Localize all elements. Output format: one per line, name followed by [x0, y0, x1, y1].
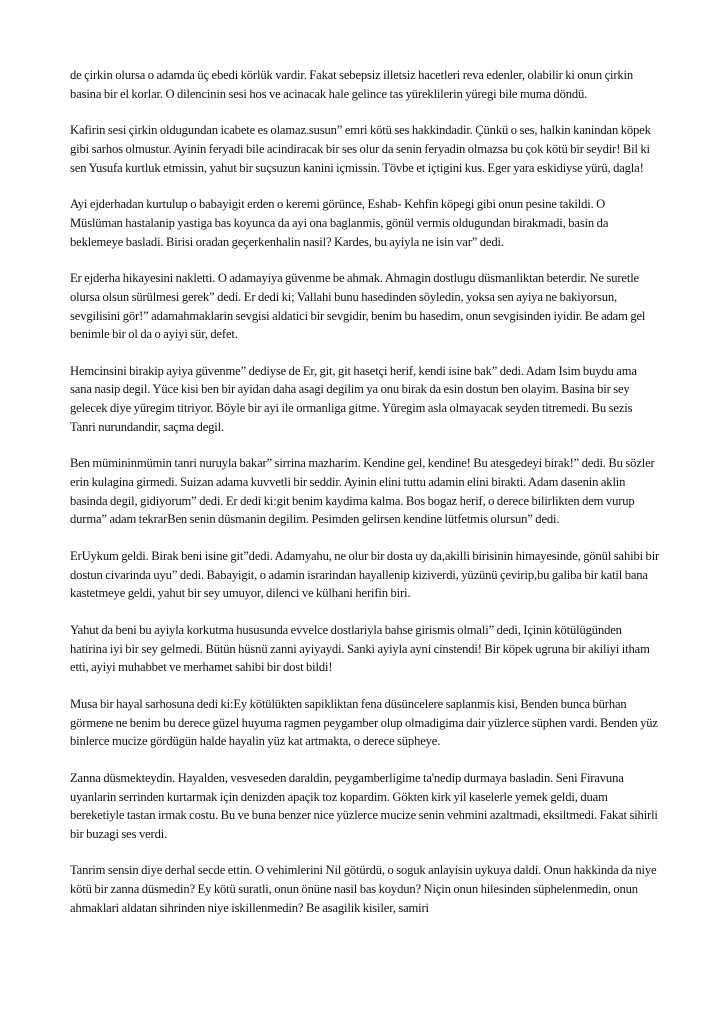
paragraph-1: de çirkin olursa o adamda üç ebedi körlük vardir. Fakat sebepsiz illetsiz hacetleri reva edenler, olabilir ki onun çirkin basina bir el korlar. O dilencinin sesi hos ve acinacak hale gelince tas yüreklilerin yüregi bile muma döndü.	[70, 68, 634, 101]
paragraph-11: Tanrim sensin diye derhal secde ettin. O vehimlerini Nil götürdü, o soguk anlayisin uykuya daldi. Onun hakkinda da niye kötü bir zanna düsmedin? Ey kötü suratli, onun önüne nasil bas koydun? Niçin onun hilesinden süphelenmedin, onun ahmaklari aldatan sihrinden niye iskillenmedin? Be asagilik kisiler, samiri	[70, 863, 657, 915]
paragraph-8: Yahut da beni bu ayiyla korkutma hususunda evvelce dostlariyla bahse girismis olmali” dedi, Içinin kötülügünden hatirina iyi bir sey gelmedi. Bütün hüsnü zanni ayiyaydi. Sanki ayiyla ayni cinstendi! Bir köpek ugruna bir akiliyi itham etti, ayiyi muhabbet ve merhamet sahibi bir dost bildi!	[70, 622, 650, 675]
paragraph-2: Kafirin sesi çirkin oldugundan icabete es olamaz.susun” emri kötü ses hakkindadir. Çünkü o ses, halkin kanindan köpek gibi sarhos olmustur. Ayinin feryadi bile acindiracak bir ses olur da senin feryadin olmazsa bu çok kötü bir seydir! Bil ki sen Yusufa kurtluk etmissin, yahut bir suçsuzun kanini içmissin. Tövbe et içtigini kus. Eger yara eskidiyse yürü, dagla!	[70, 123, 651, 175]
paragraph-3: Ayi ejderhadan kurtulup o babayigit erden o keremi görünce, Eshab- Kehfin köpegi gibi onun pesine takildi. O Müslüman hastalanip yastiga bas koyunca da ayi ona baglanmis, gönül vermis oldugundan birakmadi, basin da beklemeye basladi. Birisi oradan geçerkenhalin nasil? Kardes, bu ayiyla ne isin var” dedi.	[70, 197, 609, 249]
document-body	[70, 66, 660, 917]
paragraph-6: Ben mümininmümin tanri nuruyla bakar” sirrina mazharim. Kendine gel, kendine! Bu atesgedeyi birak!” dedi. Bu sözler erin kulagina girmedi. Suizan adama kuvvetli bir seddir. Ayinin elini tuttu adamin elini birakti. Adam dasenin aklin basinda degil, gidiyorum” dedi. Er dedi ki:git benim kaydima kalma. Bos bogaz herif, o derece bilirlikten dem vurup durma” adam tekrarBen senin düsmanin degilim. Pesimden gelirsen kendine lütfetmis olursun” dedi.	[70, 456, 655, 527]
paragraph-9: Musa bir hayal sarhosuna dedi ki:Ey kötülükten sapikliktan fena düsüncelere saplanmis kisi, Benden bunca bürhan görmene ne benim bu derece güzel huyuma ragmen peygamber olup olmadigima dair yüzlerce süphen vardi. Benden yüz binlerce mucize gördügün halde hayalin yüz kat artmakta, o derece süpheye.	[70, 696, 658, 749]
paragraph-5: Hemcinsini birakip ayiya güvenme” dediyse de Er, git, git hasetçi herif, kendi isine bak” dedi. Adam Isim buydu ama sana nasip degil. Yüce kisi ben bir ayidan daha asagi degilim ya onu birak da esin dostun ben olayim. Basina bir sey gelecek diye yüregim titriyor. Böyle bir ayi ile ormanliga gitme. Yüregim asla olmayacak seyden titremedi. Bu sezis Tanri nurundandir, saçma degil.	[70, 363, 637, 434]
paragraph-7: ErUykum geldi. Birak beni isine git”dedi. Adamyahu, ne olur bir dosta uy da,akilli birisinin himayesinde, gönül sahibi bir dostun civarinda uyu” dedi. Babayigit, o adamin israrindan hayallenip kiziverdi, yüzünü çevirip,bu galiba bir katil bana kastetmeye geldi, yahut bir sey umuyor, dilenci ve külhani herifin biri.	[70, 549, 660, 601]
paragraph-4: Er ejderha hikayesini nakletti. O adamayiya güvenme be ahmak. Ahmagin dostlugu düsmanliktan beterdir. Ne suretle olursa olsun sürülmesi gerek” dedi. Er dedi ki; Vallahi bunu hasedinden söyledin, yoksa sen ayiya ne bakiyorsun, sevgilisini gör!” adamahmaklarin sevgisi aldatici bir sevgidir, benim bu hasedim, onun sevgisinden iyidir. Be adam gel benimle bir ol da o ayiyi sür, defet.	[70, 271, 646, 342]
paragraph-10: Zanna düsmekteydin. Hayalden, vesveseden daraldin, peygamberligime ta'nedip durmaya basladin. Seni Firavuna uyanlarin serrinden kurtarmak için denizden apaçik toz kopardim. Gökten kirk yil kaselerle yemek geldi, duam bereketiyle tastan irmak costu. Bu ve buna benzer nice yüzlerce mucize senin vehmini azaltmadi, eksiltmedi. Fakat sihirli bir buzagi ses verdi.	[70, 770, 658, 841]
